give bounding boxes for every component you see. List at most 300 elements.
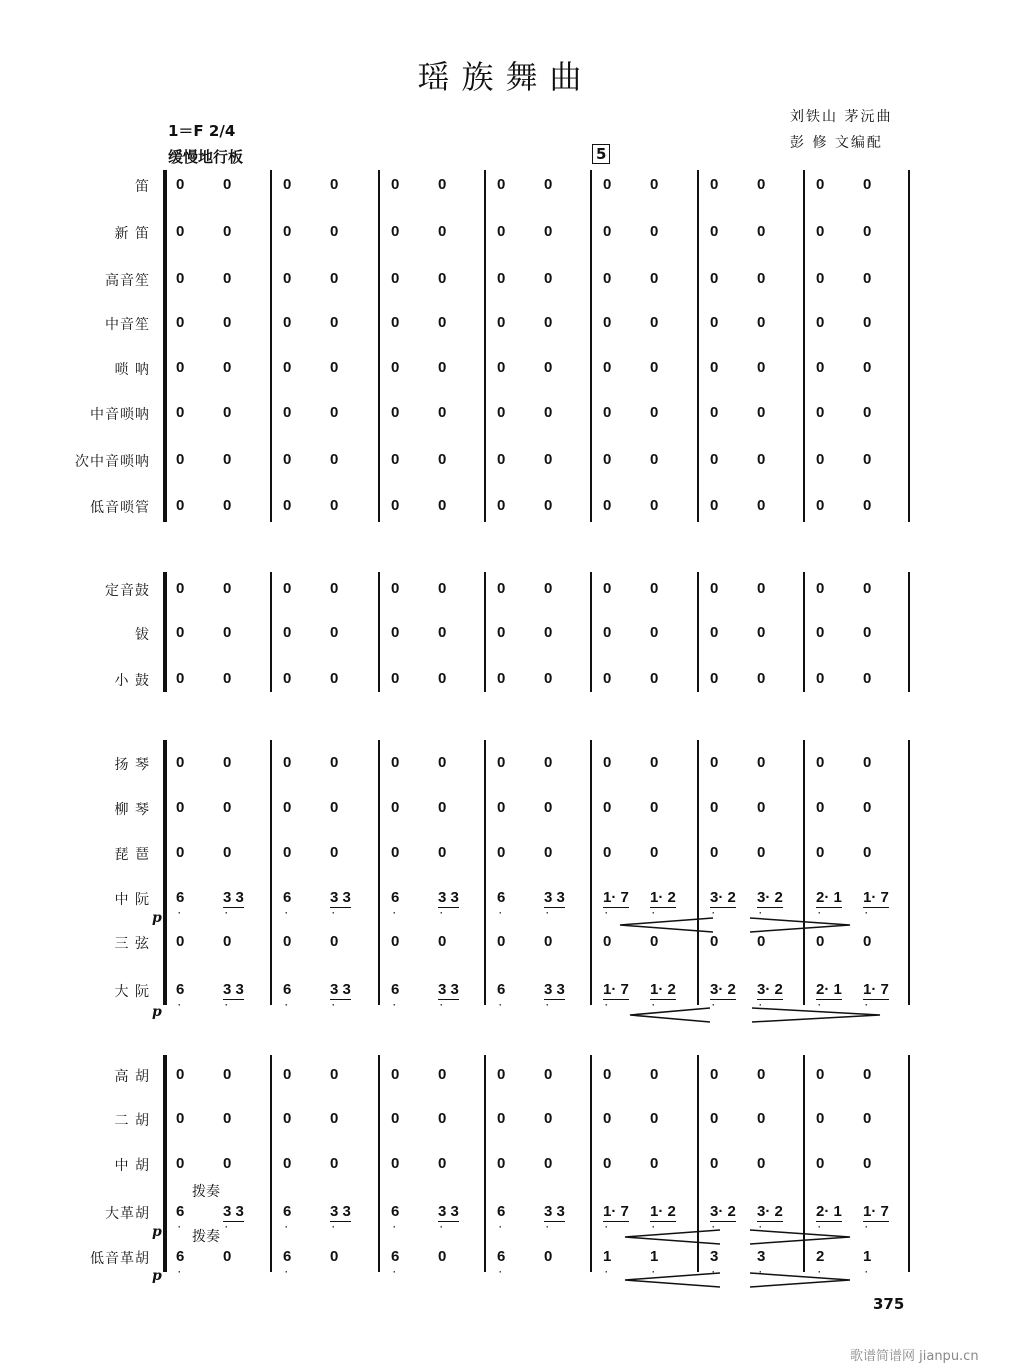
- note: 0: [223, 1248, 232, 1265]
- note: 0: [544, 1110, 553, 1127]
- note: 0: [816, 270, 825, 287]
- note: 0: [497, 270, 506, 287]
- note: 0: [223, 314, 232, 331]
- note: 0: [391, 1155, 400, 1172]
- note: 0: [603, 404, 612, 421]
- instrument-label: 三 弦: [114, 936, 150, 952]
- note: 0: [176, 176, 185, 193]
- diminuendo-hairpin: [750, 918, 850, 932]
- low-octave-dot: ·: [225, 1222, 228, 1232]
- note: 6 ·: [283, 981, 292, 1010]
- note: 0: [438, 580, 447, 597]
- note: 0: [757, 670, 766, 687]
- low-octave-dot: ·: [712, 1000, 715, 1010]
- note: 0: [863, 799, 872, 816]
- note: 3 3 ·: [544, 1203, 565, 1232]
- note: 0: [544, 270, 553, 287]
- note: 0: [757, 799, 766, 816]
- note: 0: [863, 359, 872, 376]
- instrument-label: 柳 琴: [114, 802, 150, 818]
- instrument-label: 中 胡: [114, 1158, 150, 1174]
- note: 0: [757, 270, 766, 287]
- crescendo-hairpin: [625, 1230, 720, 1244]
- note: 0: [650, 670, 659, 687]
- page-number: 375: [873, 1295, 905, 1313]
- note: 2· 1 ·: [816, 1203, 842, 1232]
- note: 0: [603, 359, 612, 376]
- low-octave-dot: ·: [178, 1000, 181, 1010]
- note: 0: [650, 933, 659, 950]
- note: 0: [497, 451, 506, 468]
- low-octave-dot: ·: [652, 1267, 655, 1277]
- low-octave-dot: ·: [499, 1267, 502, 1277]
- note: 0: [863, 1110, 872, 1127]
- note: 0: [816, 799, 825, 816]
- note: 0: [863, 223, 872, 240]
- tempo-marking: 缓慢地行板: [168, 148, 244, 166]
- note: 0: [544, 176, 553, 193]
- note: 3 3 ·: [330, 1203, 351, 1232]
- note: 0: [330, 844, 339, 861]
- note: 0: [438, 404, 447, 421]
- note: 0: [391, 314, 400, 331]
- note: 0: [757, 404, 766, 421]
- note: 0: [650, 580, 659, 597]
- instrument-label: 低音唢管: [90, 500, 150, 516]
- note: 0: [283, 270, 292, 287]
- note: 3 3 ·: [223, 1203, 244, 1232]
- note: 0: [816, 624, 825, 641]
- note: 0: [650, 359, 659, 376]
- low-octave-dot: ·: [393, 908, 396, 918]
- low-octave-dot: ·: [440, 1000, 443, 1010]
- diminuendo-hairpin: [752, 1008, 880, 1022]
- note: 3 3 ·: [438, 1203, 459, 1232]
- note: 0: [391, 1066, 400, 1083]
- instrument-label: 高音笙: [105, 273, 150, 289]
- note: 0: [438, 1248, 447, 1265]
- note: 0: [330, 176, 339, 193]
- note: 0: [757, 754, 766, 771]
- note: 0: [603, 176, 612, 193]
- note: 0: [283, 451, 292, 468]
- note: 0: [223, 497, 232, 514]
- note: 3 3 ·: [544, 981, 565, 1010]
- note: 0: [863, 314, 872, 331]
- note: 0: [176, 580, 185, 597]
- note: 0: [863, 451, 872, 468]
- note: 0: [650, 497, 659, 514]
- note: 6 ·: [283, 889, 292, 918]
- note: 0: [283, 1155, 292, 1172]
- note: 0: [650, 624, 659, 641]
- note: 0: [603, 670, 612, 687]
- note: 0: [816, 933, 825, 950]
- low-octave-dot: ·: [759, 1222, 762, 1232]
- note: 0: [757, 844, 766, 861]
- low-octave-dot: ·: [652, 1222, 655, 1232]
- instrument-label: 大 阮: [114, 984, 150, 1000]
- note: 6 ·: [391, 889, 400, 918]
- low-octave-dot: ·: [332, 908, 335, 918]
- low-octave-dot: ·: [865, 1000, 868, 1010]
- note: 0: [816, 359, 825, 376]
- composer-credit: 刘铁山 茅沅曲: [790, 109, 893, 125]
- note: 0: [223, 754, 232, 771]
- note: 0: [223, 844, 232, 861]
- note: 0: [438, 754, 447, 771]
- note: 3· 2 ·: [757, 1203, 783, 1232]
- note: 0: [438, 314, 447, 331]
- pizzicato-marking: 拨奏: [192, 1184, 220, 1200]
- instrument-label: 钹: [135, 627, 150, 643]
- note: 0: [176, 451, 185, 468]
- low-octave-dot: ·: [759, 1000, 762, 1010]
- note: 0: [544, 799, 553, 816]
- note: 0: [391, 270, 400, 287]
- note: 0: [176, 1155, 185, 1172]
- note: 3 3 ·: [438, 981, 459, 1010]
- note: 0: [757, 359, 766, 376]
- watermark: 歌谱简谱网 jianpu.cn: [850, 1349, 979, 1364]
- note: 0: [757, 451, 766, 468]
- note: 0: [283, 624, 292, 641]
- note: 0: [863, 624, 872, 641]
- note: 0: [544, 451, 553, 468]
- instrument-label: 低音革胡: [90, 1251, 150, 1267]
- note: 0: [283, 933, 292, 950]
- note: 0: [863, 497, 872, 514]
- note: 1 ·: [650, 1248, 659, 1277]
- low-octave-dot: ·: [818, 1222, 821, 1232]
- note: 0: [283, 404, 292, 421]
- note: 0: [438, 844, 447, 861]
- note: 0: [650, 844, 659, 861]
- low-octave-dot: ·: [225, 1000, 228, 1010]
- note: 3· 2 ·: [710, 889, 736, 918]
- low-octave-dot: ·: [285, 1267, 288, 1277]
- crescendo-hairpin: [620, 918, 713, 932]
- note: 0: [330, 1066, 339, 1083]
- note: 0: [816, 314, 825, 331]
- note: 0: [816, 1155, 825, 1172]
- note: 0: [710, 451, 719, 468]
- note: 0: [544, 580, 553, 597]
- note: 0: [603, 624, 612, 641]
- low-octave-dot: ·: [712, 1222, 715, 1232]
- note: 0: [438, 1110, 447, 1127]
- diminuendo-hairpin: [750, 1230, 850, 1244]
- note: 6 ·: [497, 981, 506, 1010]
- note: 0: [223, 1066, 232, 1083]
- note: 0: [710, 844, 719, 861]
- low-octave-dot: ·: [652, 1000, 655, 1010]
- note: 0: [283, 799, 292, 816]
- note: 0: [223, 624, 232, 641]
- low-octave-dot: ·: [546, 1222, 549, 1232]
- note: 0: [497, 223, 506, 240]
- note: 0: [330, 404, 339, 421]
- note: 0: [438, 451, 447, 468]
- note: 0: [330, 1155, 339, 1172]
- instrument-label: 中音唢呐: [90, 407, 150, 423]
- note: 6 ·: [497, 1203, 506, 1232]
- note: 0: [757, 176, 766, 193]
- note: 0: [863, 933, 872, 950]
- note: 0: [330, 451, 339, 468]
- low-octave-dot: ·: [712, 1267, 715, 1277]
- note: 0: [391, 451, 400, 468]
- arranger-credit: 彭 修 文编配: [790, 135, 883, 151]
- note: 6 ·: [176, 981, 185, 1010]
- note: 0: [710, 314, 719, 331]
- note: 3 3 ·: [223, 981, 244, 1010]
- note: 2· 1 ·: [816, 981, 842, 1010]
- note: 0: [223, 799, 232, 816]
- note: 3 3 ·: [223, 889, 244, 918]
- low-octave-dot: ·: [605, 1222, 608, 1232]
- note: 0: [391, 223, 400, 240]
- note: 0: [603, 754, 612, 771]
- note: 0: [757, 1155, 766, 1172]
- note: 0: [650, 451, 659, 468]
- note: 3 3 ·: [330, 981, 351, 1010]
- note: 0: [391, 497, 400, 514]
- note: 0: [710, 754, 719, 771]
- low-octave-dot: ·: [332, 1222, 335, 1232]
- note: 0: [223, 404, 232, 421]
- note: 0: [330, 754, 339, 771]
- note: 0: [438, 223, 447, 240]
- note: 0: [176, 799, 185, 816]
- note: 1· 7 ·: [863, 889, 889, 918]
- note: 0: [863, 1155, 872, 1172]
- note: 0: [544, 497, 553, 514]
- instrument-label: 中 阮: [114, 892, 150, 908]
- note: 0: [603, 223, 612, 240]
- note: 1· 7 ·: [603, 1203, 629, 1232]
- note: 6 ·: [176, 1203, 185, 1232]
- note: 0: [650, 799, 659, 816]
- note: 0: [330, 270, 339, 287]
- note: 0: [283, 497, 292, 514]
- note: 0: [544, 754, 553, 771]
- note: 0: [710, 580, 719, 597]
- low-octave-dot: ·: [393, 1000, 396, 1010]
- note: 0: [816, 497, 825, 514]
- note: 6 ·: [391, 1203, 400, 1232]
- note: 0: [497, 1155, 506, 1172]
- note: 0: [283, 754, 292, 771]
- rehearsal-mark: 5: [592, 144, 610, 164]
- note: 0: [223, 223, 232, 240]
- low-octave-dot: ·: [393, 1267, 396, 1277]
- low-octave-dot: ·: [605, 1267, 608, 1277]
- note: 0: [603, 1155, 612, 1172]
- note: 0: [330, 933, 339, 950]
- note: 0: [223, 580, 232, 597]
- note: 0: [176, 933, 185, 950]
- note: 0: [710, 670, 719, 687]
- note: 0: [176, 624, 185, 641]
- note: 0: [391, 176, 400, 193]
- low-octave-dot: ·: [759, 1267, 762, 1277]
- note: 0: [391, 359, 400, 376]
- instrument-label: 大革胡: [105, 1206, 150, 1222]
- note: 0: [223, 270, 232, 287]
- note: 0: [710, 624, 719, 641]
- low-octave-dot: ·: [225, 908, 228, 918]
- note: 0: [757, 314, 766, 331]
- note: 0: [603, 1110, 612, 1127]
- dynamic-piano: p: [152, 1224, 162, 1240]
- note: 0: [544, 1248, 553, 1265]
- note: 0: [497, 799, 506, 816]
- note: 6 ·: [283, 1203, 292, 1232]
- note: 0: [283, 670, 292, 687]
- low-octave-dot: ·: [285, 1222, 288, 1232]
- note: 0: [176, 270, 185, 287]
- note: 6 ·: [497, 1248, 506, 1277]
- note: 0: [757, 624, 766, 641]
- instrument-label: 次中音唢呐: [75, 454, 150, 470]
- low-octave-dot: ·: [759, 908, 762, 918]
- note: 0: [438, 1066, 447, 1083]
- note: 0: [391, 754, 400, 771]
- note: 0: [603, 497, 612, 514]
- note: 6 ·: [497, 889, 506, 918]
- low-octave-dot: ·: [285, 908, 288, 918]
- low-octave-dot: ·: [499, 908, 502, 918]
- note: 0: [223, 359, 232, 376]
- note: 0: [710, 799, 719, 816]
- note: 0: [710, 359, 719, 376]
- note: 6 ·: [391, 981, 400, 1010]
- note: 0: [710, 933, 719, 950]
- note: 0: [438, 270, 447, 287]
- note: 0: [544, 844, 553, 861]
- note: 0: [816, 1110, 825, 1127]
- note: 0: [816, 404, 825, 421]
- note: 0: [710, 1155, 719, 1172]
- low-octave-dot: ·: [178, 1267, 181, 1277]
- note: 0: [816, 1066, 825, 1083]
- note: 0: [176, 223, 185, 240]
- note: 0: [391, 670, 400, 687]
- note: 0: [710, 223, 719, 240]
- instrument-label: 琵 琶: [114, 847, 150, 863]
- note: 0: [816, 451, 825, 468]
- low-octave-dot: ·: [605, 1000, 608, 1010]
- note: 1 ·: [863, 1248, 872, 1277]
- instrument-label: 小 鼓: [114, 673, 150, 689]
- note: 1· 7 ·: [863, 981, 889, 1010]
- dynamic-piano: p: [152, 910, 162, 926]
- note: 0: [816, 176, 825, 193]
- note: 0: [816, 844, 825, 861]
- low-octave-dot: ·: [818, 1000, 821, 1010]
- note: 0: [283, 580, 292, 597]
- note: 3· 2 ·: [710, 981, 736, 1010]
- note: 0: [497, 404, 506, 421]
- note: 0: [603, 844, 612, 861]
- note: 0: [863, 754, 872, 771]
- low-octave-dot: ·: [440, 1222, 443, 1232]
- note: 0: [544, 1066, 553, 1083]
- note: 0: [330, 497, 339, 514]
- note: 0: [176, 404, 185, 421]
- note: 0: [757, 1066, 766, 1083]
- note: 2 ·: [816, 1248, 825, 1277]
- low-octave-dot: ·: [499, 1000, 502, 1010]
- note: 1· 2 ·: [650, 889, 676, 918]
- low-octave-dot: ·: [865, 1222, 868, 1232]
- note: 0: [757, 497, 766, 514]
- note: 0: [603, 451, 612, 468]
- note: 0: [710, 176, 719, 193]
- instrument-label: 高 胡: [114, 1069, 150, 1085]
- note: 0: [497, 497, 506, 514]
- note: 3· 2 ·: [757, 981, 783, 1010]
- low-octave-dot: ·: [546, 908, 549, 918]
- note: 0: [603, 933, 612, 950]
- note: 0: [497, 1110, 506, 1127]
- note: 0: [223, 1110, 232, 1127]
- note: 0: [176, 1110, 185, 1127]
- low-octave-dot: ·: [712, 908, 715, 918]
- instrument-label: 唢 呐: [114, 362, 150, 378]
- instrument-label: 笛: [135, 179, 150, 195]
- note: 0: [330, 624, 339, 641]
- low-octave-dot: ·: [605, 908, 608, 918]
- note: 0: [391, 580, 400, 597]
- note: 1· 2 ·: [650, 1203, 676, 1232]
- score-title: 瑶族舞曲: [417, 58, 594, 96]
- note: 0: [863, 176, 872, 193]
- low-octave-dot: ·: [178, 1222, 181, 1232]
- note: 0: [391, 933, 400, 950]
- note: 0: [757, 1110, 766, 1127]
- dynamic-piano: p: [152, 1268, 162, 1284]
- note: 0: [863, 270, 872, 287]
- note: 0: [603, 314, 612, 331]
- note: 0: [497, 670, 506, 687]
- low-octave-dot: ·: [393, 1222, 396, 1232]
- note: 0: [710, 270, 719, 287]
- note: 0: [438, 497, 447, 514]
- note: 0: [497, 754, 506, 771]
- crescendo-hairpin: [630, 1008, 710, 1022]
- note: 0: [391, 624, 400, 641]
- note: 0: [438, 359, 447, 376]
- note: 0: [438, 799, 447, 816]
- note: 3 ·: [757, 1248, 766, 1277]
- note: 0: [330, 670, 339, 687]
- note: 0: [544, 404, 553, 421]
- note: 0: [816, 670, 825, 687]
- note: 0: [863, 404, 872, 421]
- note: 0: [544, 933, 553, 950]
- note: 0: [223, 670, 232, 687]
- low-octave-dot: ·: [332, 1000, 335, 1010]
- key-signature: 1＝F 2/4: [168, 122, 236, 140]
- note: 0: [497, 580, 506, 597]
- note: 0: [603, 580, 612, 597]
- note: 0: [283, 223, 292, 240]
- note: 0: [757, 580, 766, 597]
- low-octave-dot: ·: [865, 1267, 868, 1277]
- note: 0: [497, 844, 506, 861]
